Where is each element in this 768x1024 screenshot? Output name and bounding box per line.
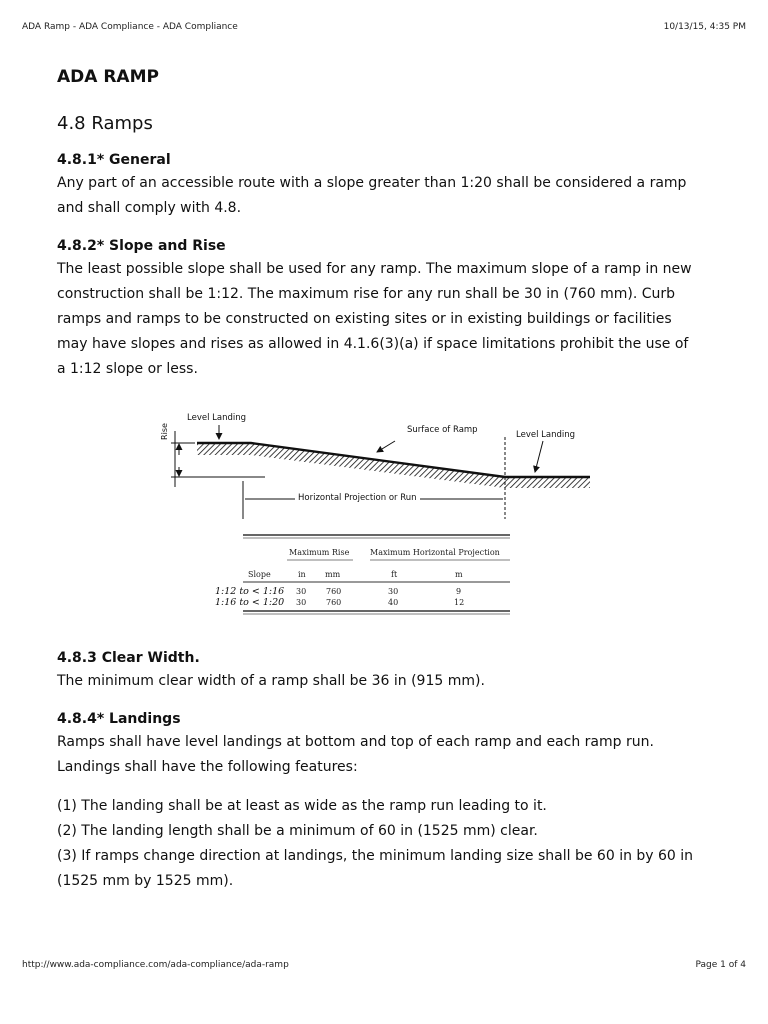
- label-level-landing-bottom: Level Landing: [516, 430, 576, 440]
- section-title: 4.8 Ramps: [57, 113, 153, 134]
- print-footer: [22, 960, 746, 974]
- table-row-2-ft: 40: [388, 598, 399, 607]
- heading-4-8-2: 4.8.2* Slope and Rise: [57, 238, 226, 254]
- table-row-1-m: 9: [456, 587, 462, 596]
- list-item: (1) The landing shall be at least as wide as the ramp run leading to it.: [57, 798, 547, 814]
- table-header-max-projection: Maximum Horizontal Projection: [370, 548, 500, 557]
- paragraph-4-8-3: The minimum clear width of a ramp shall be 36 in (915 mm).: [57, 673, 485, 689]
- list-item: (2) The landing length shall be a minimum of 60 in (1525 mm) clear.: [57, 823, 538, 839]
- table-row-2-m: 12: [454, 598, 465, 607]
- table-header-max-rise: Maximum Rise: [289, 548, 350, 557]
- landing-features-list: [57, 794, 717, 894]
- heading-4-8-1: 4.8.1* General: [57, 152, 171, 168]
- paragraph-4-8-2: The least possible slope shall be used for any ramp. The maximum slope of a ramp in new construction shall be 1:12. The maximum rise for any run shall be 30 in (760 mm). Curb ramps and ramps to be constructed on existing sites or in existing buildings or facilities may have slopes and rises as allowed in 4.1.6(3)(a) if space limitations prohibit the use of a 1:12 slope or less.: [57, 261, 692, 377]
- table-row-1-in: 30: [296, 587, 307, 596]
- list-item: (3) If ramps change direction at landings, the minimum landing size shall be 60 in by 60 in: [57, 848, 694, 864]
- print-header: [22, 22, 746, 36]
- table-col-mm: mm: [325, 570, 341, 579]
- ramp-diagram: [159, 397, 605, 627]
- heading-4-8-3: 4.8.3 Clear Width.: [57, 650, 200, 666]
- table-row-1-mm: 760: [326, 587, 342, 596]
- table-col-in: in: [298, 570, 306, 579]
- print-page-number: Page 1 of 4: [695, 960, 746, 970]
- table-col-slope: Slope: [248, 570, 271, 579]
- paragraph-4-8-4: Ramps shall have level landings at bottom and top of each ramp and each ramp run. Landings shall have the following features:: [57, 734, 654, 775]
- print-url: http://www.ada-compliance.com/ada-compliance/ada-ramp: [22, 960, 289, 970]
- table-col-ft: ft: [391, 570, 398, 579]
- paragraph-4-8-1: Any part of an accessible route with a slope greater than 1:20 shall be considered a ramp and shall comply with 4.8.: [57, 175, 687, 216]
- table-row-2-mm: 760: [326, 598, 342, 607]
- table-row-2-in: 30: [296, 598, 307, 607]
- print-datetime: 10/13/15, 4:35 PM: [663, 22, 746, 32]
- article-content: [57, 62, 717, 894]
- label-rise: Rise: [159, 423, 169, 440]
- heading-4-8-4: 4.8.4* Landings: [57, 711, 181, 727]
- list-item: (1525 mm by 1525 mm).: [57, 873, 234, 889]
- page-title: ADA RAMP: [57, 67, 159, 87]
- table-row-2-slope: 1:16 to < 1:20: [215, 597, 285, 608]
- label-horizontal-projection: Horizontal Projection or Run: [295, 493, 420, 503]
- print-document-title: ADA Ramp - ADA Compliance - ADA Compliance: [22, 22, 238, 32]
- label-level-landing-top: Level Landing: [187, 413, 247, 423]
- table-col-m: m: [455, 570, 463, 579]
- table-row-1-slope: 1:12 to < 1:16: [215, 586, 285, 597]
- label-surface-of-ramp: Surface of Ramp: [407, 425, 478, 435]
- table-row-1-ft: 30: [388, 587, 399, 596]
